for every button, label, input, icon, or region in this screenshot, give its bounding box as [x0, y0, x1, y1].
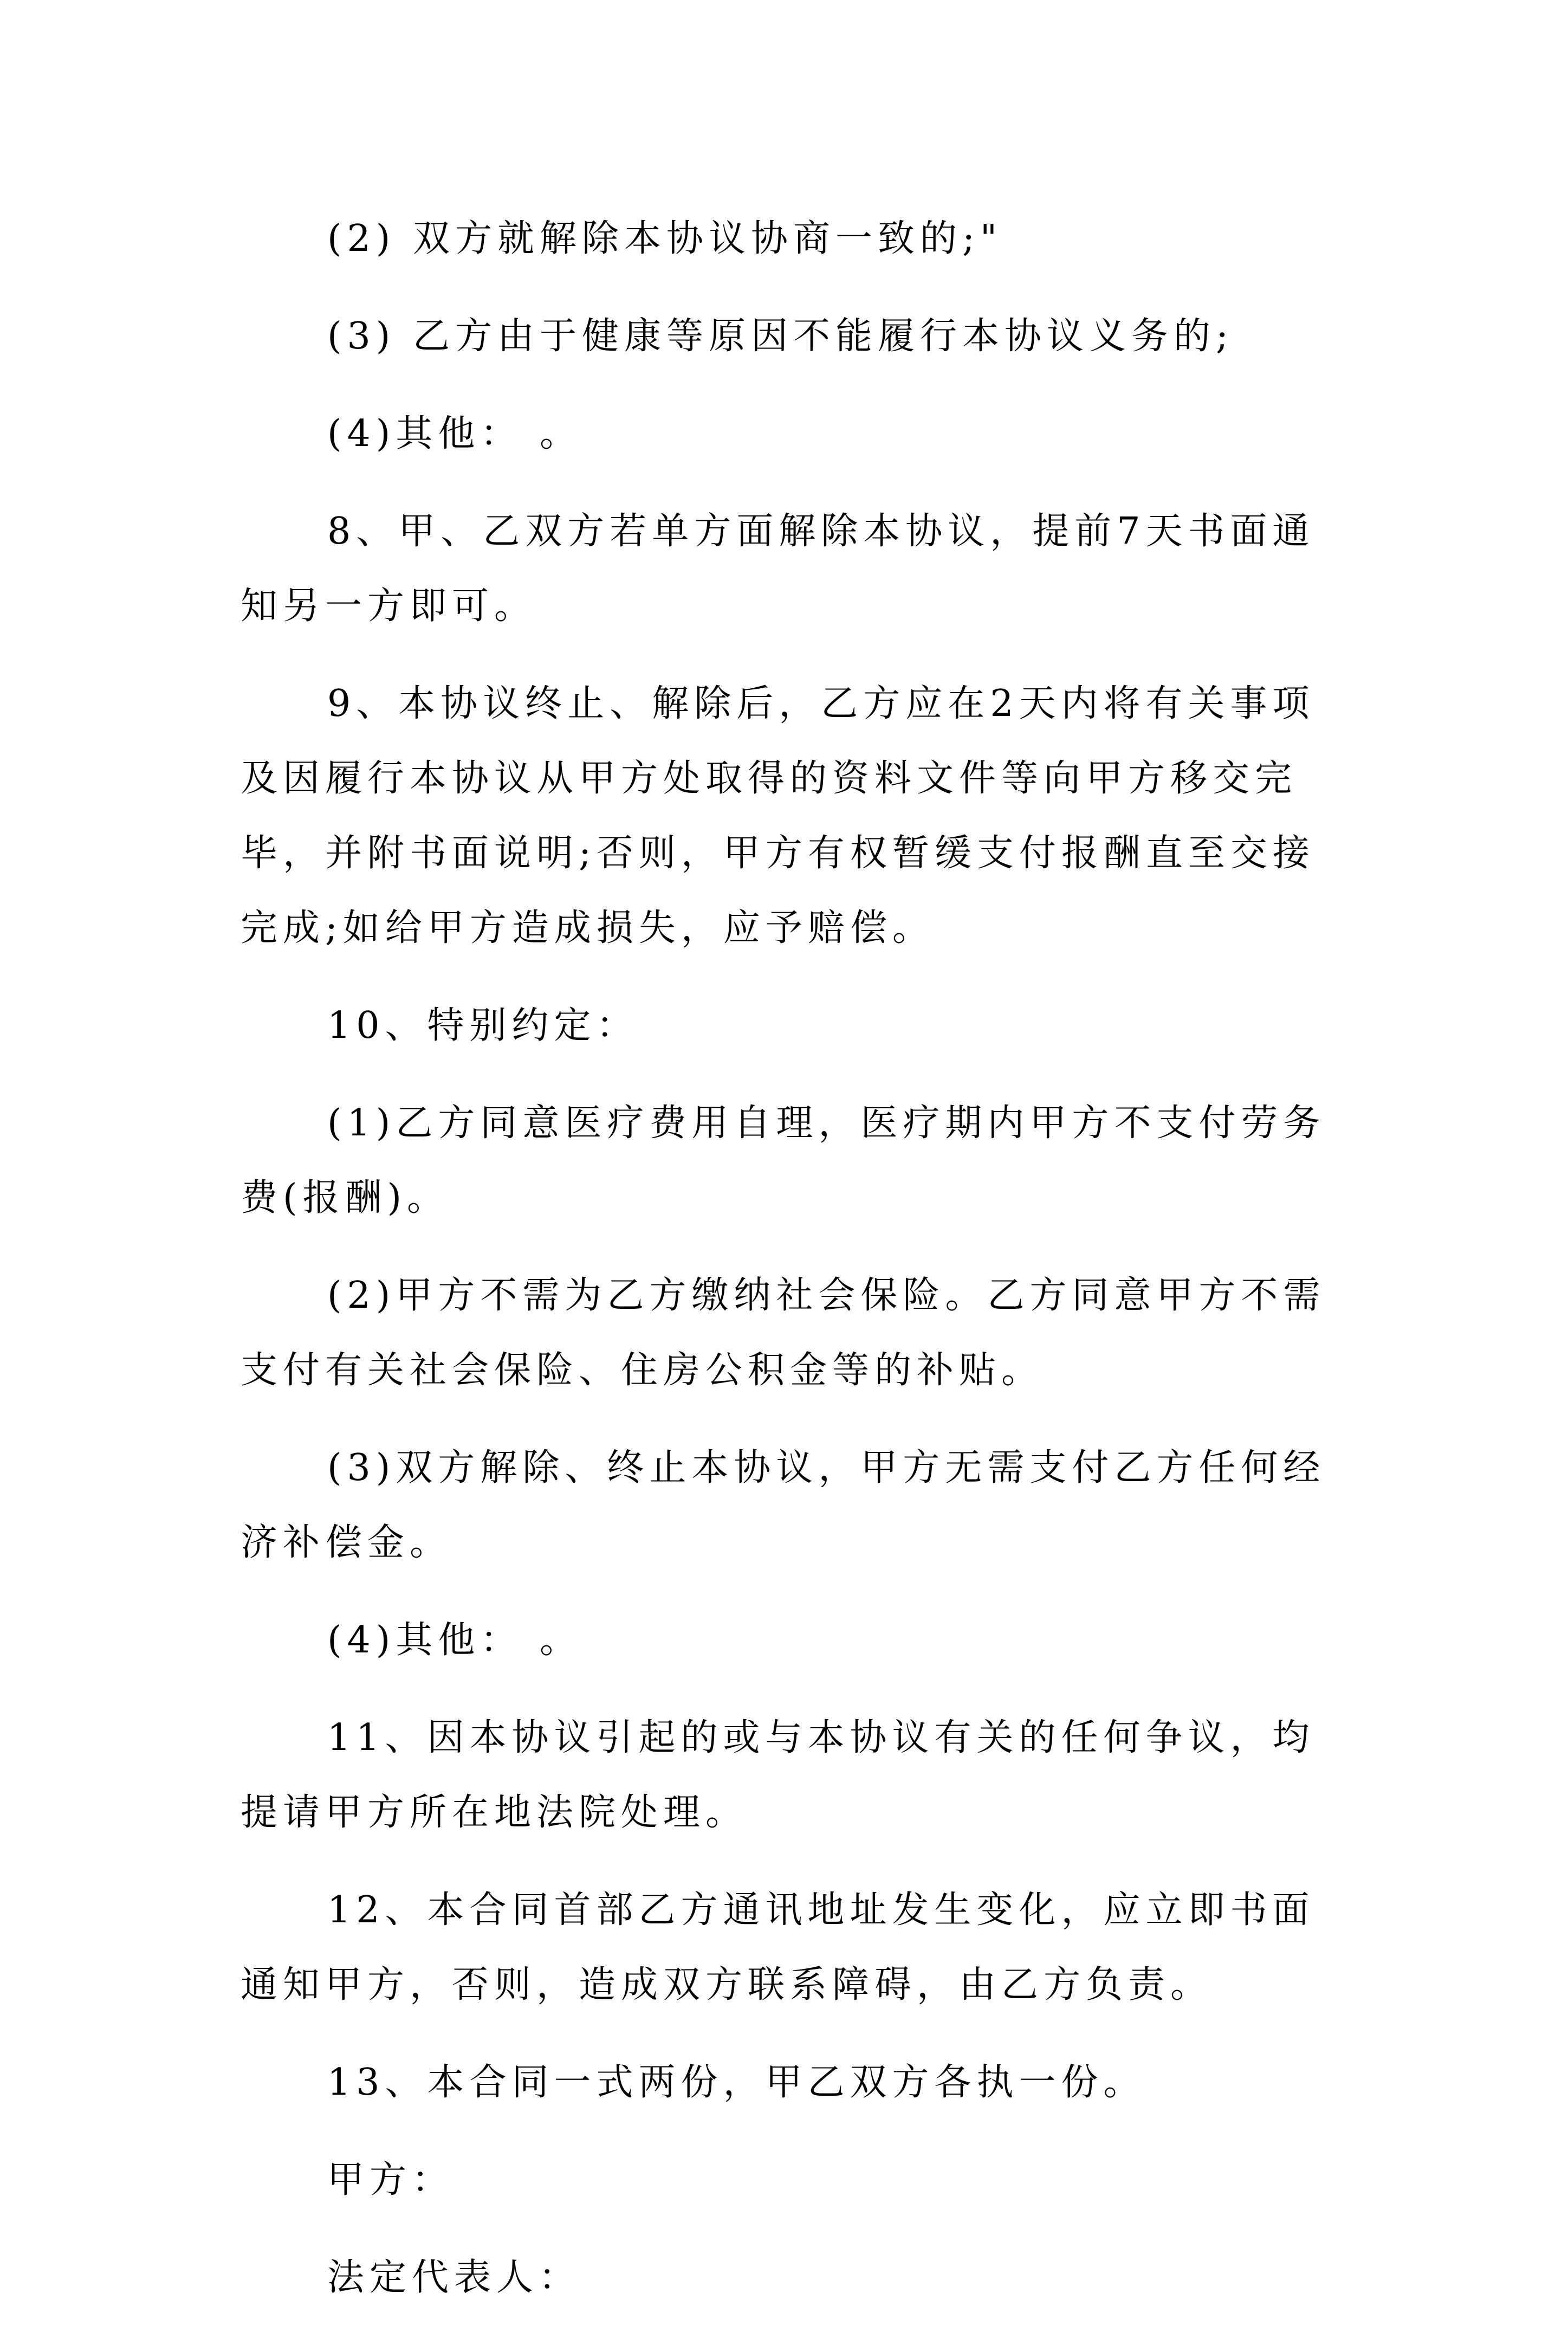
clause-termination-3: (3) 乙方由于健康等原因不能履行本协议义务的; [327, 315, 1234, 358]
clause-10-3: (3)双方解除、终止本协议，甲方无需支付乙方任何经济补偿金。 [241, 1446, 1326, 1564]
clause-10-1: (1)乙方同意医疗费用自理，医疗期内甲方不支付劳务费(报酬)。 [241, 1102, 1326, 1219]
clause-12: 12、本合同首部乙方通讯地址发生变化，应立即书面通知甲方，否则，造成双方联系障碍，由乙方负责。 [241, 1889, 1315, 2006]
clause-10-2: (2)甲方不需为乙方缴纳社会保险。乙方同意甲方不需支付有关社会保险、住房公积金等的补贴。 [241, 1274, 1326, 1392]
legal-representative-label: 法定代表人： [327, 2256, 581, 2299]
clause-termination-4: (4)其他： 。 [327, 412, 582, 455]
clause-10-4: (4)其他： 。 [327, 1619, 582, 1662]
clause-11: 11、因本协议引起的或与本协议有关的任何争议，均提请甲方所在地法院处理。 [241, 1716, 1315, 1834]
clause-termination-2: (2) 双方就解除本协议协商一致的;" [327, 217, 1003, 260]
clause-13: 13、本合同一式两份，甲乙双方各执一份。 [327, 2061, 1146, 2104]
clause-8: 8、甲、乙双方若单方面解除本协议，提前7天书面通知另一方即可。 [241, 510, 1315, 628]
clause-10-heading: 10、特别约定： [327, 1004, 639, 1047]
clause-9: 9、本协议终止、解除后，乙方应在2天内将有关事项及因履行本协议从甲方处取得的资料文件等向甲方移交完毕，并附书面说明;否则，甲方有权暂缓支付报酬直至交接完成;如给甲方造成损失，应予赔偿。 [241, 682, 1315, 950]
party-a-label: 甲方： [327, 2159, 455, 2201]
document-body [241, 202, 1347, 2338]
